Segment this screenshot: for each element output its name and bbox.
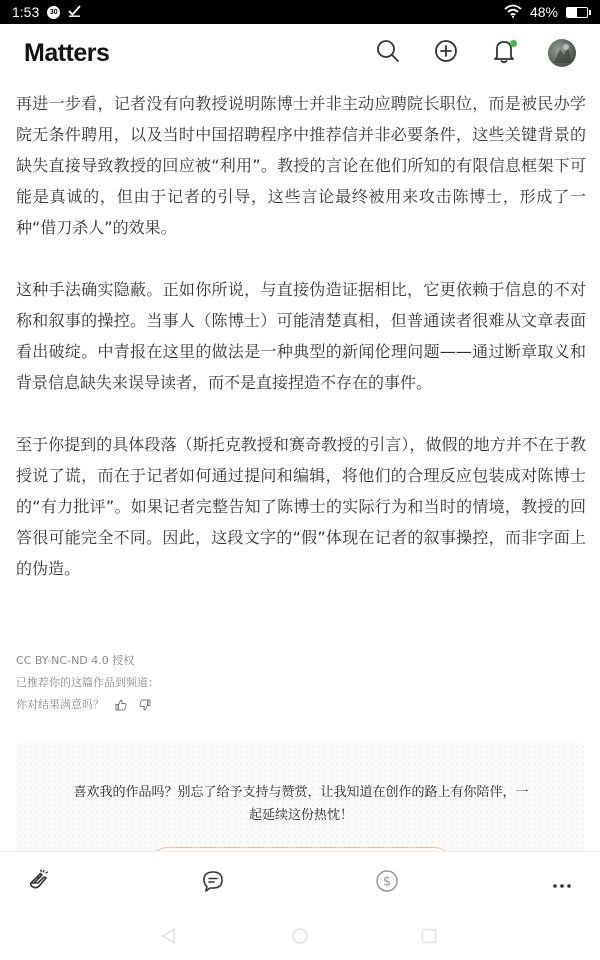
notification-badge-icon: 30 — [47, 6, 60, 19]
donate-button[interactable] — [374, 870, 400, 896]
article-paragraph: 这种手法确实隐蔽。正如你所说，与直接伪造证据相比，它更依赖于信息的不对称和叙事的操控。当事人（陈博士）可能清楚真相，但普通读者很难从文章表面看出破绽。中青报在这里的做法是一种典型的新闻伦理问题——通过断章取义和背景信息缺失来误导读者，而不是直接捏造不存在的事件。 — [16, 280, 586, 392]
system-nav-bar — [0, 913, 600, 960]
battery-level — [567, 8, 577, 17]
article-paragraph: 至于你提到的具体段落（斯托克教授和赛奇教授的引言），做假的地方并不在于教授说了谎，而在于记者如何通过提问和编辑，将他们的合理反应包装成对陈博士的“有力批评”。如果记者完整告知了陈博士的实际行为和当时的情境，教授的回答很可能完全不同。因此，这段文字的“假”体现在记者的叙事操控，而非字面上的伪造。 — [16, 435, 586, 578]
bottom-action-bar — [0, 851, 600, 913]
clap-button[interactable] — [26, 870, 52, 896]
svg-text:$: $ — [382, 874, 392, 890]
article-meta — [16, 650, 586, 716]
recents-icon[interactable] — [420, 927, 438, 949]
wifi-icon — [504, 4, 522, 21]
search-button[interactable] — [374, 39, 402, 67]
create-button[interactable] — [432, 39, 460, 67]
status-time: 1:53 — [12, 4, 40, 20]
avatar[interactable] — [548, 39, 576, 67]
more-button[interactable] — [549, 870, 575, 896]
comment-icon — [201, 869, 225, 897]
status-bar — [0, 0, 600, 24]
status-left — [12, 4, 81, 20]
comment-button[interactable] — [200, 870, 226, 896]
home-icon[interactable] — [291, 927, 309, 949]
thumbs-up-icon[interactable] — [114, 698, 128, 712]
clap-icon — [27, 869, 51, 897]
search-icon — [376, 39, 400, 67]
recommended-text: 已推荐你的这篇作品到频道： — [16, 676, 159, 689]
status-right — [504, 4, 588, 21]
header-actions — [374, 39, 576, 67]
support-message: 喜欢我的作品吗？别忘了给予支持与赞赏，让我知道在创作的路上有你陪伴，一起延续这份热忱！ — [73, 785, 529, 823]
recommended-line — [16, 672, 586, 694]
thumbs-down-icon[interactable] — [138, 698, 152, 712]
license-text[interactable]: CC BY-NC-ND 4.0 授权 — [16, 654, 135, 667]
feedback-line — [16, 694, 586, 716]
matters-logo[interactable]: Matters — [24, 38, 110, 67]
add-icon — [434, 39, 458, 67]
license-line — [16, 650, 586, 672]
back-icon[interactable] — [160, 927, 178, 949]
support-card — [16, 743, 584, 863]
app-header — [0, 24, 600, 82]
article-body — [16, 88, 586, 615]
article-paragraph: 再进一步看，记者没有向教授说明陈博士并非主动应聘院长职位，而是被民办学院无条件聘用，以及当时中国招聘程序中推荐信并非必要条件，这些关键背景的缺失直接导致教授的回应被“利用”。教授的言论在他们所知的有限信息框架下可能是真诚的，但由于记者的引导，这些言论最终被用来攻击陈博士，形成了一种“借刀杀人”的效果。 — [16, 94, 586, 237]
battery-icon — [566, 7, 588, 18]
battery-percent: 48% — [529, 4, 558, 20]
feedback-question: 你对结果满意吗？ — [16, 698, 104, 711]
more-icon — [552, 874, 572, 893]
dollar-icon — [375, 869, 399, 897]
notification-dot — [510, 40, 517, 47]
download-done-icon — [68, 4, 81, 20]
notifications-button[interactable] — [490, 39, 518, 67]
